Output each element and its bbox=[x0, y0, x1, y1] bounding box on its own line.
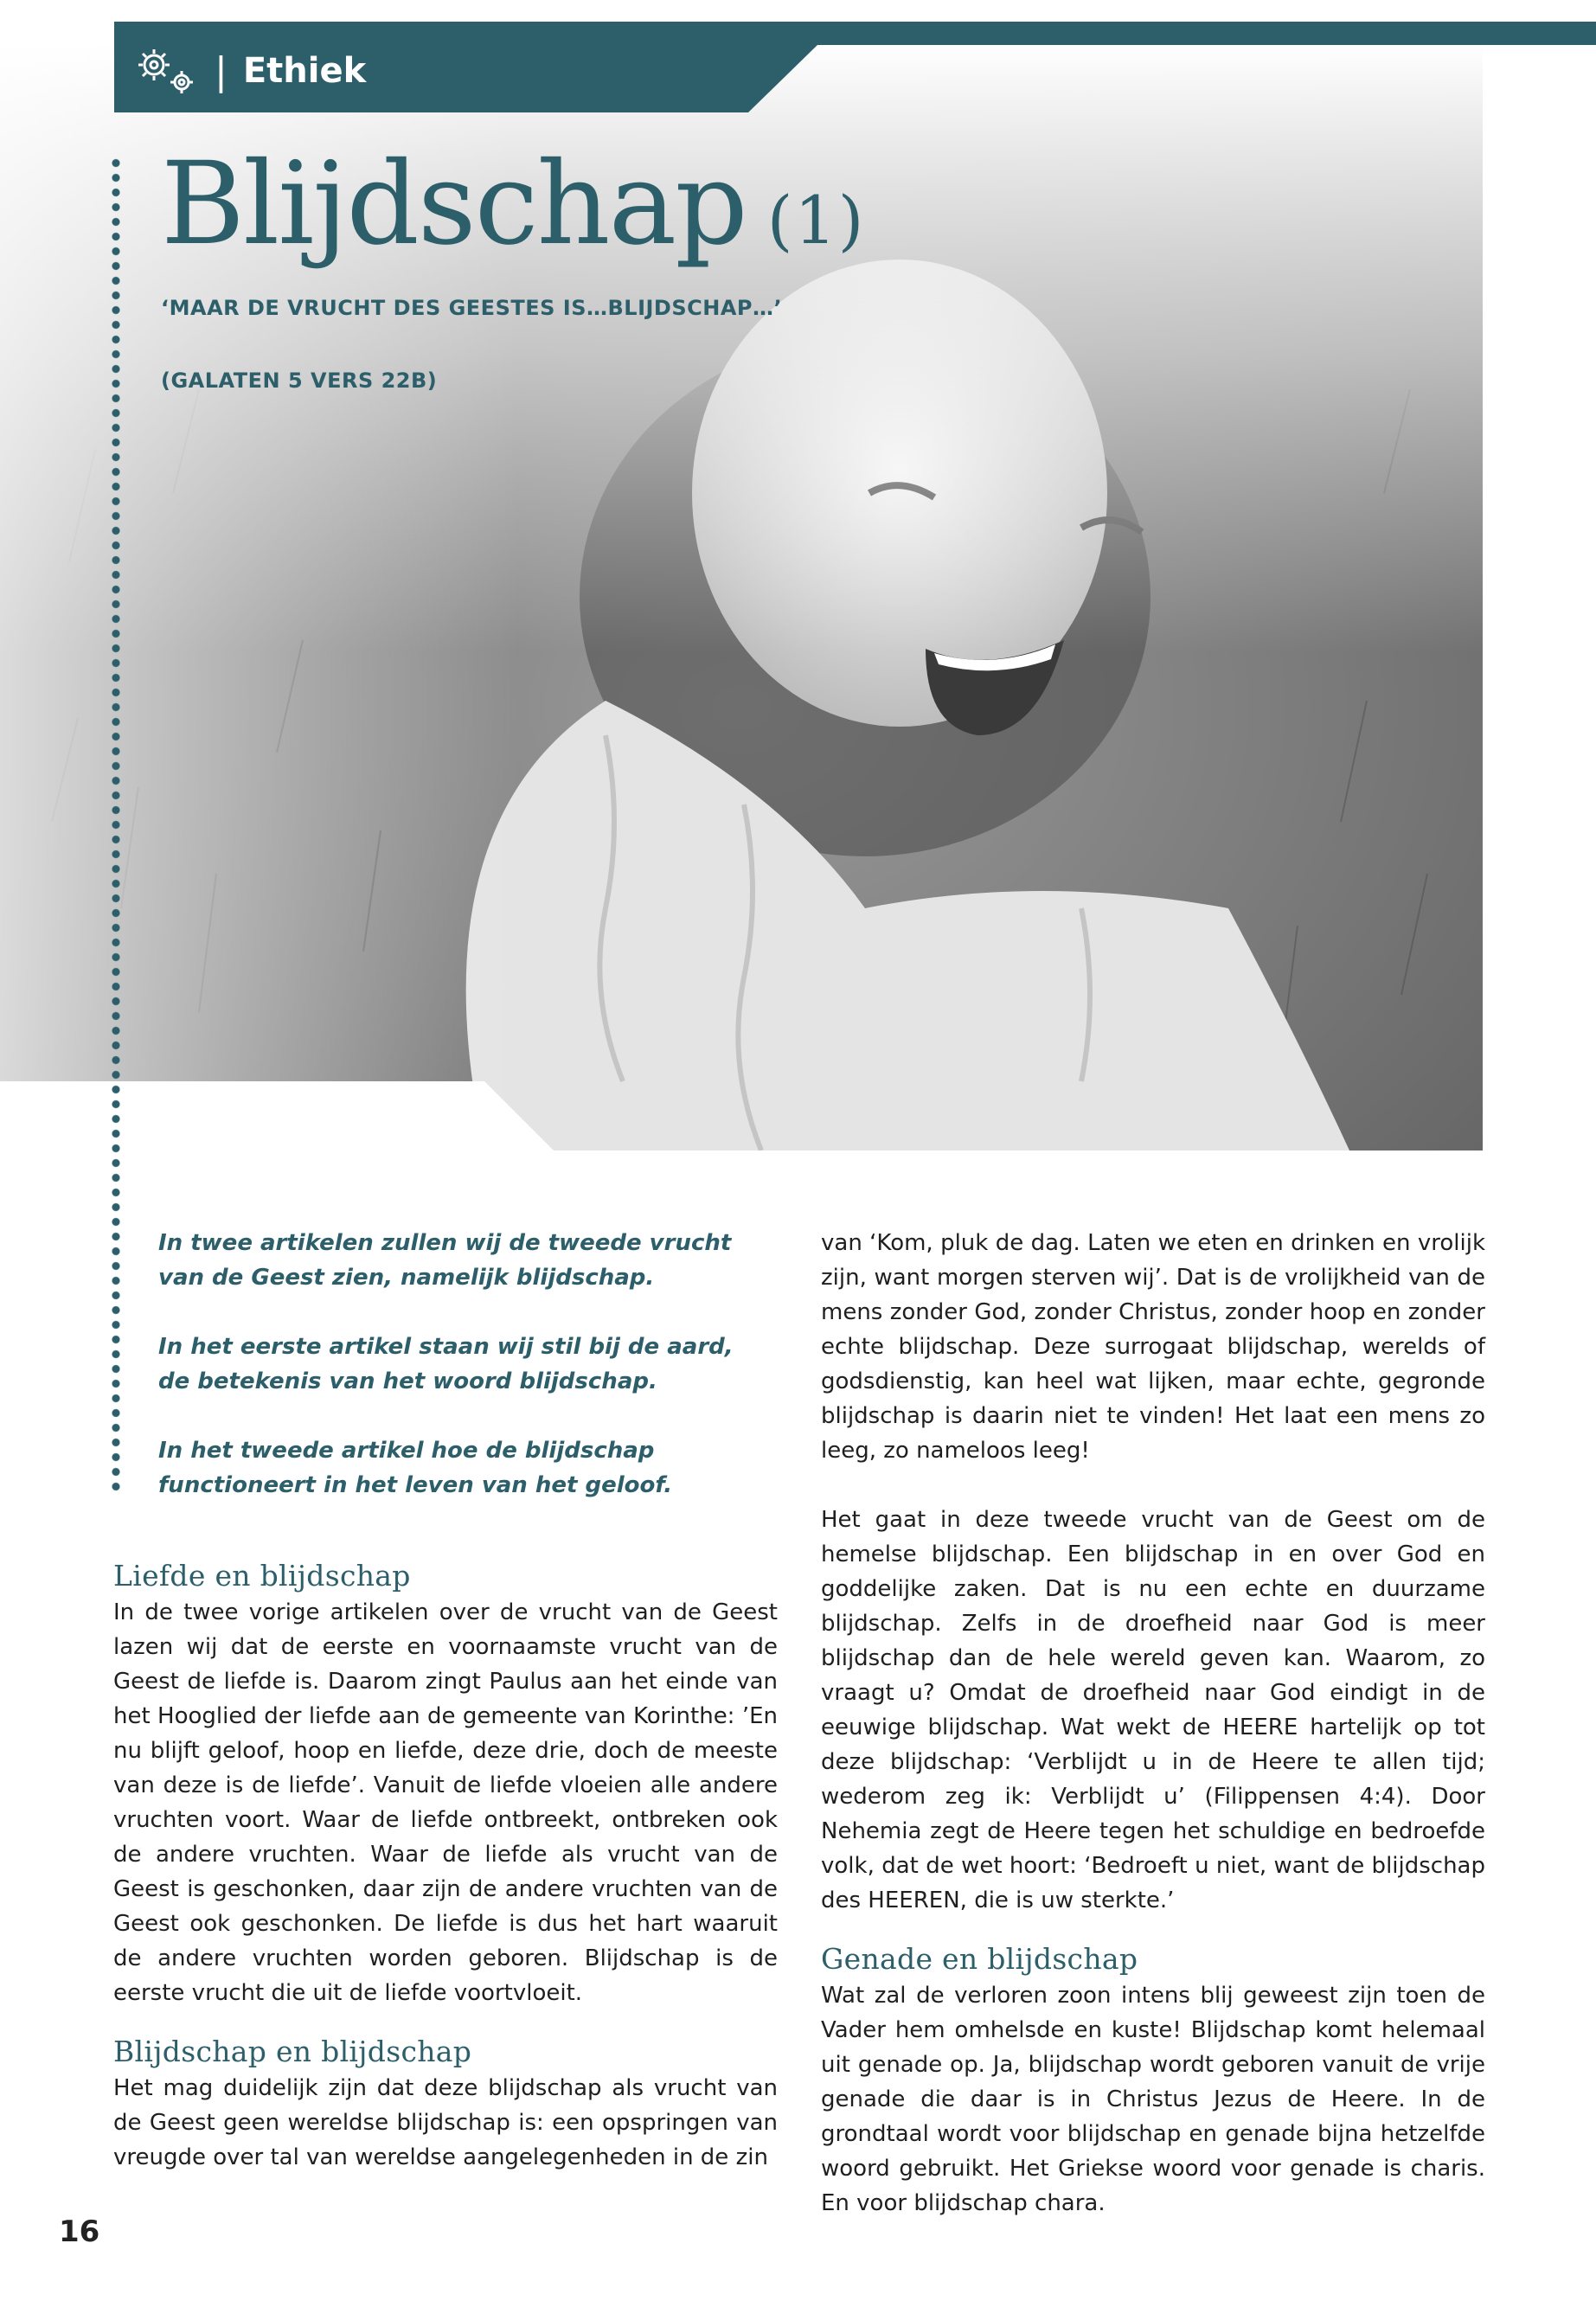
intro-paragraph: In het eerste artikel staan wij stil bij de aard, de betekenis van het woord blijdschap. bbox=[158, 1334, 734, 1394]
intro-paragraph: In het tweede artikel hoe de blijdschap functioneert in het leven van het geloof. bbox=[158, 1438, 673, 1498]
body-hemelse-blijdschap: Het gaat in deze tweede vrucht van de Geest om de hemelse blijdschap. Een blijdschap in en over God en goddelijke zaken. Dat is nu een echte en duurzame blijdschap. Zelfs in de droefheid naar God is meer blijdschap dan de hele wereld geven kan. Waarom, zo vraagt u? Omdat de droefheid naar God eindigt in de eeuwige blijdschap. Wat wekt de HEERE hartelijk op tot deze blijdschap: ‘Verblijdt u in de Heere te allen tijd; wederom zeg ik: Verblijdt u’ (Filippensen 4:4). Door Nehemia zegt de Heere tegen het schuldige en bedroefde volk, dat de wet hoort: ‘Bedroeft u niet, want de blijdschap des HEEREN, die is uw sterkte.’ bbox=[821, 1507, 1485, 1913]
article-part-number: (1) bbox=[766, 182, 866, 259]
heading-liefde: Liefde en blijdschap bbox=[113, 1559, 411, 1593]
gears-icon bbox=[130, 44, 199, 98]
article-title-text: Blijdschap bbox=[161, 138, 747, 271]
heading-genade: Genade en blijdschap bbox=[821, 1942, 1138, 1976]
page-number: 16 bbox=[59, 2214, 100, 2249]
epigraph-reference: (GALATEN 5 VERS 22B) bbox=[161, 369, 438, 393]
body-genade: Wat zal de verloren zoon intens blij geweest zijn toen de Vader hem omhelsde en kuste! Blijdschap komt helemaal uit genade op. Ja, blijdschap wordt geboren vanuit de vrije genade die daar is in Christus Jezus de Heere. In de grondtaal wordt voor blijdschap en genade bijna hetzelfde woord gebruikt. Het Griekse woord voor genade is charis. En voor blijdschap chara. bbox=[821, 1983, 1485, 2216]
body-continuation: van ‘Kom, pluk de dag. Laten we eten en drinken en vrolijk zijn, want morgen sterven wij’. Dat is de vrolijkheid van de mens zonder God, zonder Christus, zonder hoop en zonder echte blijdschap. Deze surrogaat blijdschap, werelds of godsdienstig, kan heel wat lijken, maar echte, gegronde blijdschap is daarin niet te vinden! Het laat een mens zo leeg, zo nameloos leeg! bbox=[821, 1230, 1485, 1464]
heading-blijdschap: Blijdschap en blijdschap bbox=[113, 2035, 472, 2068]
article-title bbox=[161, 138, 866, 271]
section-name: Ethiek bbox=[242, 51, 367, 91]
right-column bbox=[821, 1226, 1485, 2221]
intro-paragraph: In twee artikelen zullen wij de tweede vrucht van de Geest zien, namelijk blijdschap. bbox=[158, 1230, 732, 1291]
left-column bbox=[113, 1557, 778, 2175]
intro-block bbox=[158, 1226, 764, 1537]
epigraph-quote: ‘MAAR DE VRUCHT DES GEESTES IS…BLIJDSCHAP…’ bbox=[161, 296, 783, 320]
body-liefde: In de twee vorige artikelen over de vrucht van de Geest lazen wij dat de eerste en voornaamste vrucht van de Geest de liefde is. Daarom zingt Paulus aan het einde van het Hooglied der liefde aan de gemeente van Korinthe: ’En nu blijft geloof, hoop en liefde, deze drie, doch de meeste van deze is de liefde’. Vanuit de liefde vloeien alle andere vruchten voort. Waar de liefde ontbreekt, ontbreken ook de andere vruchten. Waar de liefde als vrucht van de Geest is geschonken, daar zijn de andere vruchten van de Geest ook geschonken. De liefde is dus het hart waaruit de andere vruchten worden geboren. Blijdschap is de eerste vrucht die uit de liefde voortvloeit. bbox=[113, 1599, 778, 2006]
section-separator: | bbox=[215, 48, 228, 93]
section-label bbox=[130, 36, 366, 106]
body-blijdschap: Het mag duidelijk zijn dat deze blijdschap als vrucht van de Geest geen wereldse blijdschap is: een opspringen van vreugde over tal van wereldse aangelegenheden in de zin bbox=[113, 2075, 778, 2170]
dotted-margin-line bbox=[111, 156, 121, 1497]
title-block bbox=[161, 138, 866, 393]
